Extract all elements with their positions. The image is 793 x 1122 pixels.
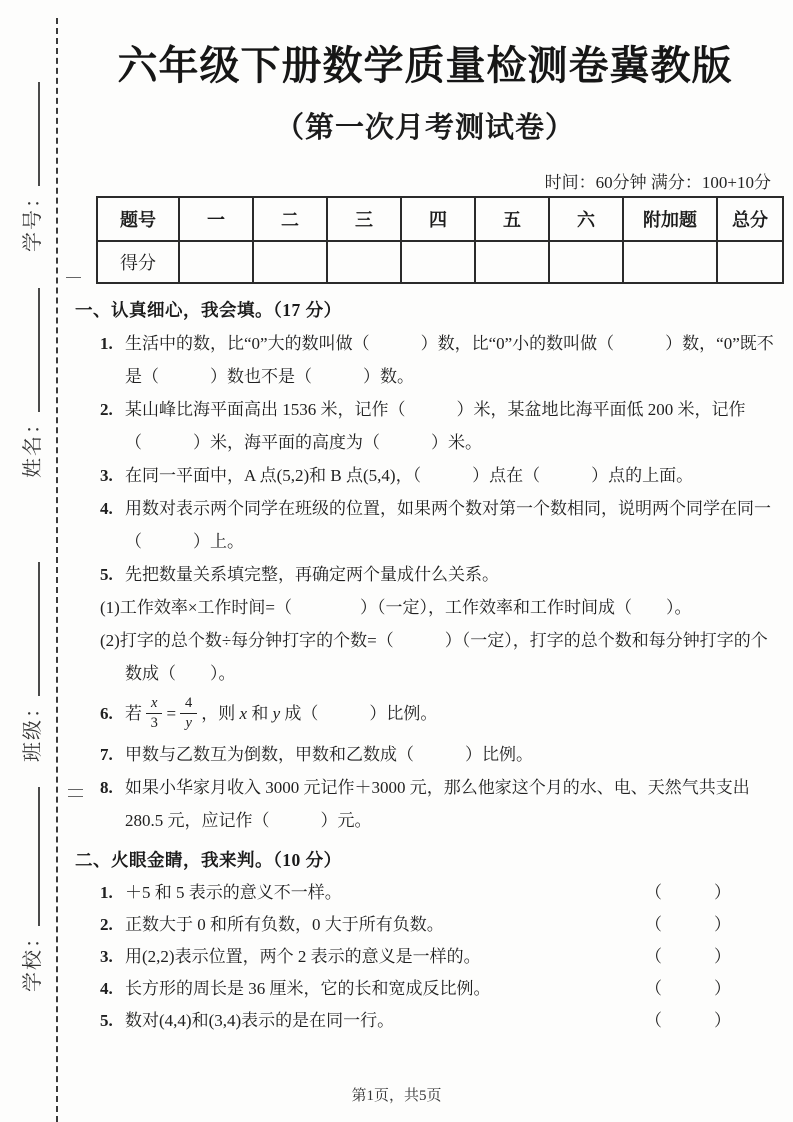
answer-brackets: （ ）: [645, 883, 737, 902]
class-label: 班级：: [22, 696, 44, 762]
school-label: 学校：: [22, 926, 44, 992]
s2-question-1: [100, 877, 775, 909]
question-text: 先把数量关系填完整，再确定两个量成什么关系。: [125, 565, 499, 584]
question-number: 4.: [100, 499, 113, 518]
question-text: 正数大于 0 和所有负数，0 大于所有负数。: [125, 915, 444, 934]
question-text: 如果小华家月收入 3000 元记作＋3000 元，那么他家这个月的水、电、天然气共支出 280.5 元，应记作（ ）元。: [125, 778, 750, 830]
question-text: 甲数与乙数互为倒数，甲数和乙数成（ ）比例。: [125, 745, 533, 764]
question-number: 1.: [100, 883, 113, 902]
header-cell-5: 五: [475, 197, 549, 241]
question-number: 2.: [100, 915, 113, 934]
school-field: [16, 787, 45, 992]
question-text: 长方形的周长是 36 厘米，它的长和宽成反比例。: [125, 979, 491, 998]
question-text: 在同一平面中，A 点(5,2)和 B 点(5,4)，（ ）点在（ ）点的上面。: [125, 466, 694, 485]
score-cell: [717, 241, 783, 283]
page-footer: 第1页，共5页: [351, 1088, 442, 1104]
question-number: 3.: [100, 466, 113, 485]
question-text: 生活中的数，比“0”大的数叫做（ ）数，比“0”小的数叫做（ ）数，“0”既不是（ ）数也不是（ ）数。: [125, 334, 774, 386]
student-id-blank-line: [38, 82, 40, 186]
question-number: 1.: [100, 334, 113, 353]
name-field: [16, 288, 45, 478]
section1-heading: 一、认真细心，我会填。（17 分）: [75, 300, 342, 320]
s1-question-6: [100, 690, 775, 738]
s1-question-3: [100, 459, 775, 492]
student-id-field: [16, 82, 45, 252]
question-number: 3.: [100, 947, 113, 966]
s1-question-5-sub-1: (1)工作效率×工作时间=（ ）（一定），工作效率和工作时间成（ ）。: [100, 598, 692, 617]
answer-brackets: （ ）: [645, 1011, 737, 1030]
q6-prefix: 若: [125, 704, 142, 723]
question-text: [125, 690, 775, 738]
score-cell: [327, 241, 401, 283]
question-number: 5.: [100, 565, 113, 584]
header-cell-6: 六: [549, 197, 623, 241]
question-text: ＋5 和 5 表示的意义不一样。: [125, 883, 342, 902]
class-blank-line: [38, 562, 40, 696]
question-number: 6.: [100, 704, 113, 723]
score-cell: [253, 241, 327, 283]
class-field: [16, 562, 45, 762]
section2-heading: 二、火眼金睛，我来判。（10 分）: [75, 850, 342, 870]
question-number: 4.: [100, 979, 113, 998]
score-table-score-row: [97, 241, 783, 283]
name-label: 姓名：: [22, 412, 44, 478]
fraction-4-over-y: $\frac{4}{y}$: [180, 695, 197, 731]
answer-brackets: （ ）: [645, 947, 737, 966]
header-cell-3: 三: [327, 197, 401, 241]
header-cell-question-no: 题号: [97, 197, 179, 241]
score-cell: [549, 241, 623, 283]
score-row-label: 得分: [97, 241, 179, 283]
s2-question-5: [100, 1005, 775, 1037]
header-cell-1: 一: [179, 197, 253, 241]
answer-brackets: （ ）: [645, 979, 737, 998]
s1-question-7: [100, 738, 775, 771]
s2-question-3: [100, 941, 775, 973]
question-text: 某山峰比海平面高出 1536 米，记作（ ）米，某盆地比海平面低 200 米，记作（ ）米，海平面的高度为（ ）米。: [125, 400, 746, 452]
score-cell: [475, 241, 549, 283]
header-cell-extra: 附加题: [623, 197, 717, 241]
q6-var-y: y: [272, 704, 281, 723]
score-cell: [623, 241, 717, 283]
question-text: 用数对表示两个同学在班级的位置，如果两个数对第一个数相同，说明两个同学在同一（ ）上。: [125, 499, 771, 551]
school-blank-line: [38, 787, 40, 926]
score-table: [96, 196, 784, 284]
question-number: 2.: [100, 400, 113, 419]
s1-question-4: [100, 492, 775, 558]
answer-brackets: （ ）: [645, 915, 737, 934]
score-table-header-row: [97, 197, 783, 241]
q6-equals: =: [166, 704, 177, 723]
q6-mid1: ，则: [201, 704, 240, 723]
student-id-label: 学号：: [22, 186, 44, 252]
score-cell: [179, 241, 253, 283]
s1-question-1: [100, 327, 775, 393]
fraction-x-over-3: $\frac{x}{3}$: [146, 695, 162, 731]
s2-question-2: [100, 909, 775, 941]
s1-question-5-sub-2: (2)打字的总个数÷每分钟打字的个数=（ ）（一定），打字的总个数和每分钟打字的个数成（ ）。: [100, 631, 768, 683]
s2-question-4: [100, 973, 775, 1005]
page-subtitle: （第一次月考测试卷）: [274, 112, 575, 144]
header-cell-total: 总分: [717, 197, 783, 241]
q6-mid2: 和: [247, 704, 273, 723]
exam-page: [75, 0, 775, 1037]
page-title: 六年级下册数学质量检测卷冀教版: [117, 43, 733, 88]
question-text: 用(2,2)表示位置，两个 2 表示的意义是一样的。: [125, 947, 481, 966]
seal-dashed-line: [56, 18, 58, 1122]
s1-question-5: [100, 558, 775, 591]
header-cell-2: 二: [253, 197, 327, 241]
header-cell-4: 四: [401, 197, 475, 241]
score-cell: [401, 241, 475, 283]
q6-var-x: x: [239, 704, 248, 723]
s1-question-8: [100, 771, 775, 837]
question-number: 5.: [100, 1011, 113, 1030]
question-number: 7.: [100, 745, 113, 764]
question-number: 8.: [100, 778, 113, 797]
question-text: 数对(4,4)和(3,4)表示的是在同一行。: [125, 1011, 395, 1030]
time-and-score-info: 时间：60分钟 满分：100+10分: [544, 173, 771, 192]
s1-question-2: [100, 393, 775, 459]
name-blank-line: [38, 288, 40, 412]
q6-mid3: 成（ ）比例。: [280, 704, 438, 723]
